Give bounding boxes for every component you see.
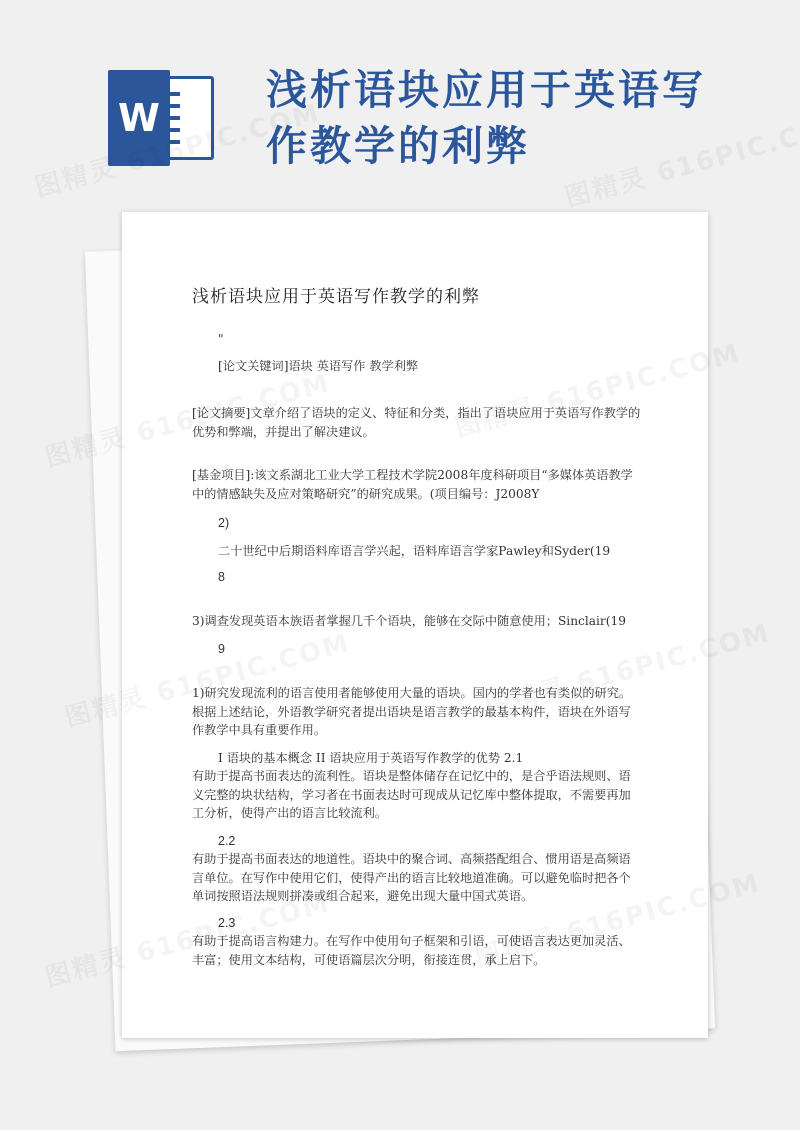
quote-mark: " xyxy=(218,332,224,346)
construction-paragraph: 有助于提高语言构建力。在写作中使用句子框架和引语，可使语言表达更加灵活、丰富；使用文本结构，可使语篇层次分明，衔接连贯，承上启下。 xyxy=(192,934,631,967)
fund-paragraph: [基金项目]:该文系湖北工业大学工程技术学院2008年度科研项目“多媒体英语教学中的情感缺失及应对策略研究”的研究成果。(项目编号：J2008Y xyxy=(192,468,633,501)
keywords-paragraph: [论文关键词]语块 英语写作 教学利弊 xyxy=(218,359,419,373)
word-icon-letter: W xyxy=(108,70,170,166)
document-page xyxy=(122,212,708,1038)
section-headings-line: I 语块的基本概念 II 语块应用于英语写作教学的优势 2.1 xyxy=(218,751,524,765)
section-2-3-number: 2.3 xyxy=(218,916,236,930)
intro-paragraph: 二十世纪中后期语料库语言学兴起，语料库语言学家Pawley和Syder(19 xyxy=(218,544,611,558)
survey-paragraph: 3)调查发现英语本族语者掌握几千个语块，能够在交际中随意使用；Sinclair(19 xyxy=(192,614,627,628)
document-title: 浅析语块应用于英语写作教学的利弊 xyxy=(266,66,706,170)
section-2-2-number: 2.2 xyxy=(218,834,236,848)
idiomatic-paragraph: 有助于提高书面表达的地道性。语块中的聚合词、高频搭配组合、惯用语是高频语言单位。在写作中使用它们，使得产出的语言比较地道准确。可以避免临时把各个单词按照语法规则拼凑或组合起来，避免出现大量中国式英语。 xyxy=(192,852,631,903)
survey-paragraph-fragment: 9 xyxy=(218,642,225,656)
fund-paragraph-end: 2) xyxy=(218,516,230,530)
abstract-paragraph: [论文摘要]文章介绍了语块的定义、特征和分类，指出了语块应用于英语写作教学的优势和弊端，并提出了解决建议。 xyxy=(192,406,641,439)
fluency-paragraph: 有助于提高书面表达的流利性。语块是整体储存在记忆中的，是合乎语法规则、语义完整的块状结构，学习者在书面表达时可现成从记忆库中整体提取，不需要再加工分析，使得产出的语言比较流利。 xyxy=(192,769,631,820)
research-paragraph: 1)研究发现流利的语言使用者能够使用大量的语块。国内的学者也有类似的研究。根据上述结论，外语教学研究者提出语块是语言教学的最基本构件，语块在外语写作教学中具有重要作用。 xyxy=(192,686,632,737)
word-document-icon xyxy=(108,70,216,166)
page-heading: 浅析语块应用于英语写作教学的利弊 xyxy=(192,287,480,307)
header-banner xyxy=(0,0,800,210)
intro-paragraph-fragment-1: 8 xyxy=(218,570,225,584)
